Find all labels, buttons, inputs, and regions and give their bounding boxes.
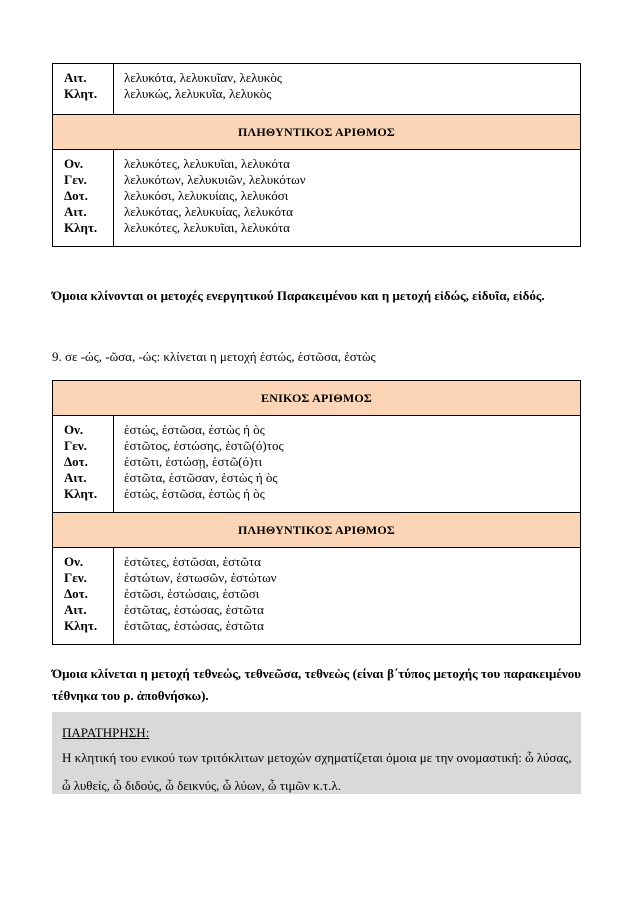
case-forms: λελυκότες, λελυκυῖαι, λελυκότα λελυκότων, λελυκυιῶν, λελυκότων λελυκόσι, λελυκυίαις, λελυκόσι λελυκότας, λελυκυίας, λελυκότα λελυκότες, λελυκυῖαι, λελυκότα	[124, 156, 306, 235]
case-labels: Ον. Γεν. Δοτ. Αιτ. Κλητ.	[53, 416, 114, 512]
declension-table-1	[52, 63, 581, 247]
section-heading-9: 9. σε -ώς, -ῶσα, -ώς: κλίνεται η μετοχή ἑστώς, ἑστῶσα, ἑστὼς	[52, 349, 376, 364]
plural-header: ΠΛΗΘΥΝΤΙΚΟΣ ΑΡΙΘΜΟΣ	[53, 114, 580, 149]
plural-header: ΠΛΗΘΥΝΤΙΚΟΣ ΑΡΙΘΜΟΣ	[53, 512, 580, 547]
table-row	[53, 415, 580, 512]
note-box	[52, 712, 581, 794]
note-title: ΠΑΡΑΤΗΡΗΣΗ:	[62, 725, 150, 740]
case-forms: ἑστώς, ἑστῶσα, ἑστὼς ή ὸς ἑστῶτος, ἑστώσης, ἑστῶ(ό)τος ἑστῶτι, ἑστώσῃ, ἑστῶ(ό)τι ἑστῶτα, ἑστῶσαν, ἑστὼς ή ὸς ἑστώς, ἑστῶσα, ἑστὼς ή ὸς	[124, 422, 284, 501]
case-labels: Ον. Γεν. Δοτ. Αιτ. Κλητ.	[53, 150, 114, 246]
declension-table-2	[52, 380, 581, 645]
case-forms: λελυκότα, λελυκυῖαν, λελυκὸς λελυκώς, λελυκυῖα, λελυκὸς	[124, 70, 282, 101]
case-forms: ἑστῶτες, ἑστῶσαι, ἑστῶτα ἑστώτων, ἑστωσῶν, ἑστώτων ἑστῶσι, ἑστώσαις, ἑστῶσι ἑστῶτας, ἑστώσας, ἑστῶτα ἑστῶτας, ἑστώσας, ἑστῶτα	[124, 554, 277, 633]
note-line: ὦ λυθείς, ὦ διδούς, ὦ δεικνύς, ὦ λύων, ὦ τιμῶν κ.τ.λ.	[62, 778, 341, 793]
note-line: Η κλητική του ενικού των τριτόκλιτων μετοχών σχηματίζεται όμοια με την ονομαστική: ὦ λύσας,	[62, 750, 572, 765]
case-labels: Αιτ. Κλητ.	[53, 64, 114, 114]
case-labels: Ον. Γεν. Δοτ. Αιτ. Κλητ.	[53, 548, 114, 644]
table-row	[53, 547, 580, 644]
table-row	[53, 149, 580, 246]
singular-header: ΕΝΙΚΟΣ ΑΡΙΘΜΟΣ	[53, 381, 580, 415]
paragraph-similar-participles: Όμοια κλίνονται οι μετοχές ενεργητικού Παρακειμένου και η μετοχή εἰδώς, εἰδυῖα, εἰδός.	[52, 288, 545, 303]
paragraph-tethneos: Όμοια κλίνεται η μετοχή τεθνεώς, τεθνεῶσα, τεθνεὼς (είναι β΄τύπος μετοχής του παρακειμένου τέθνηκα του ρ. ἀποθνήσκω).	[52, 666, 581, 703]
table-row	[53, 64, 580, 114]
